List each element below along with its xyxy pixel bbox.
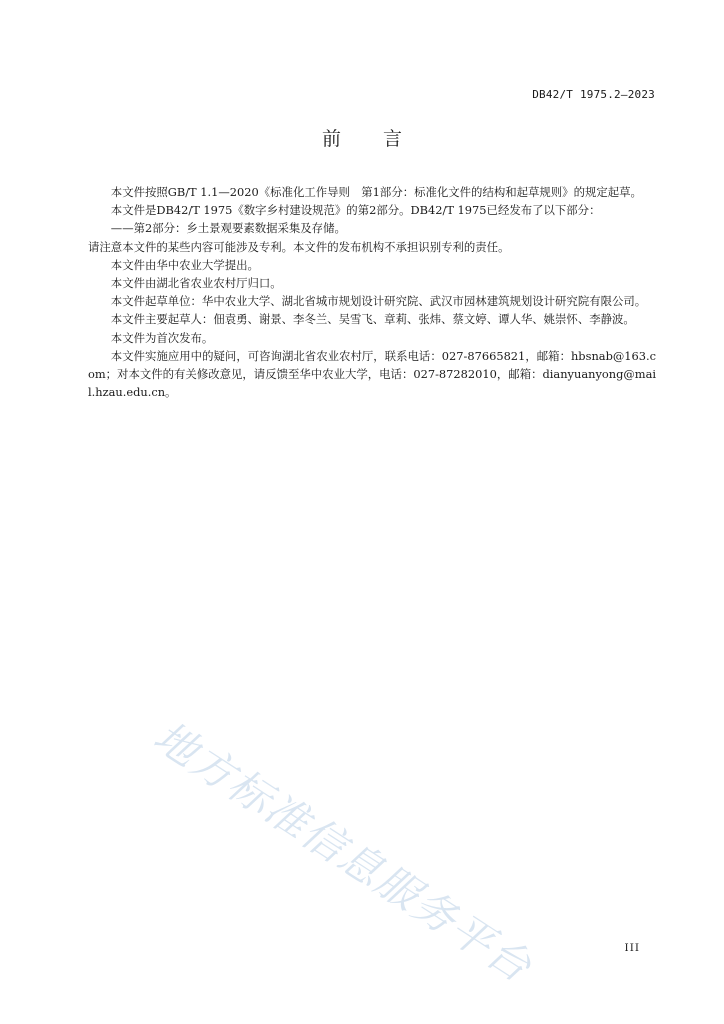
- paragraph-proposer: 本文件由华中农业大学提出。: [110, 257, 259, 272]
- paragraph-first-release: 本文件为首次发布。: [110, 330, 214, 345]
- paragraph-drafters: 本文件主要起草人：佃袁勇、谢景、李冬兰、吴雪飞、章莉、张炜、蔡文婷、谭人华、姚崇怀、李静波。: [110, 312, 635, 327]
- page-number: III: [624, 942, 640, 954]
- paragraph-contact-info: 本文件实施应用中的疑问，可咨询湖北省农业农村厅，联系电话：027-87665821，邮箱：hbsnab@163.com；对本文件的有关修改意见，请反馈至华中农业大学，电话：027-87282010，邮箱：dianyuanyong@mail.hzau.edu.cn。: [88, 348, 656, 400]
- paragraph-series-part: 本文件是DB42/T 1975《数字乡村建设规范》的第2部分。DB42/T 1975已经发布了以下部分：: [110, 203, 601, 218]
- paragraph-administrator: 本文件由湖北省农业农村厅归口。: [110, 276, 282, 291]
- paragraph-part-list-item: ——第2部分：乡土景观要素数据采集及存储。: [110, 221, 346, 236]
- foreword-body: [88, 183, 656, 401]
- document-code: DB42/T 1975.2—2023: [532, 88, 655, 101]
- watermark-text: 地方标准信息服务平台: [145, 711, 542, 993]
- paragraph-patent-notice: 请注意本文件的某些内容可能涉及专利。本文件的发布机构不承担识别专利的责任。: [88, 239, 510, 254]
- paragraph-drafting-rules: 本文件按照GB/T 1.1—2020《标准化工作导则 第1部分：标准化文件的结构和起草规则》的规定起草。: [110, 185, 642, 199]
- section-title: 前言: [321, 128, 444, 150]
- paragraph-drafting-units: 本文件起草单位：华中农业大学、湖北省城市规划设计研究院、武汉市园林建筑规划设计研究院有限公司。: [110, 294, 647, 309]
